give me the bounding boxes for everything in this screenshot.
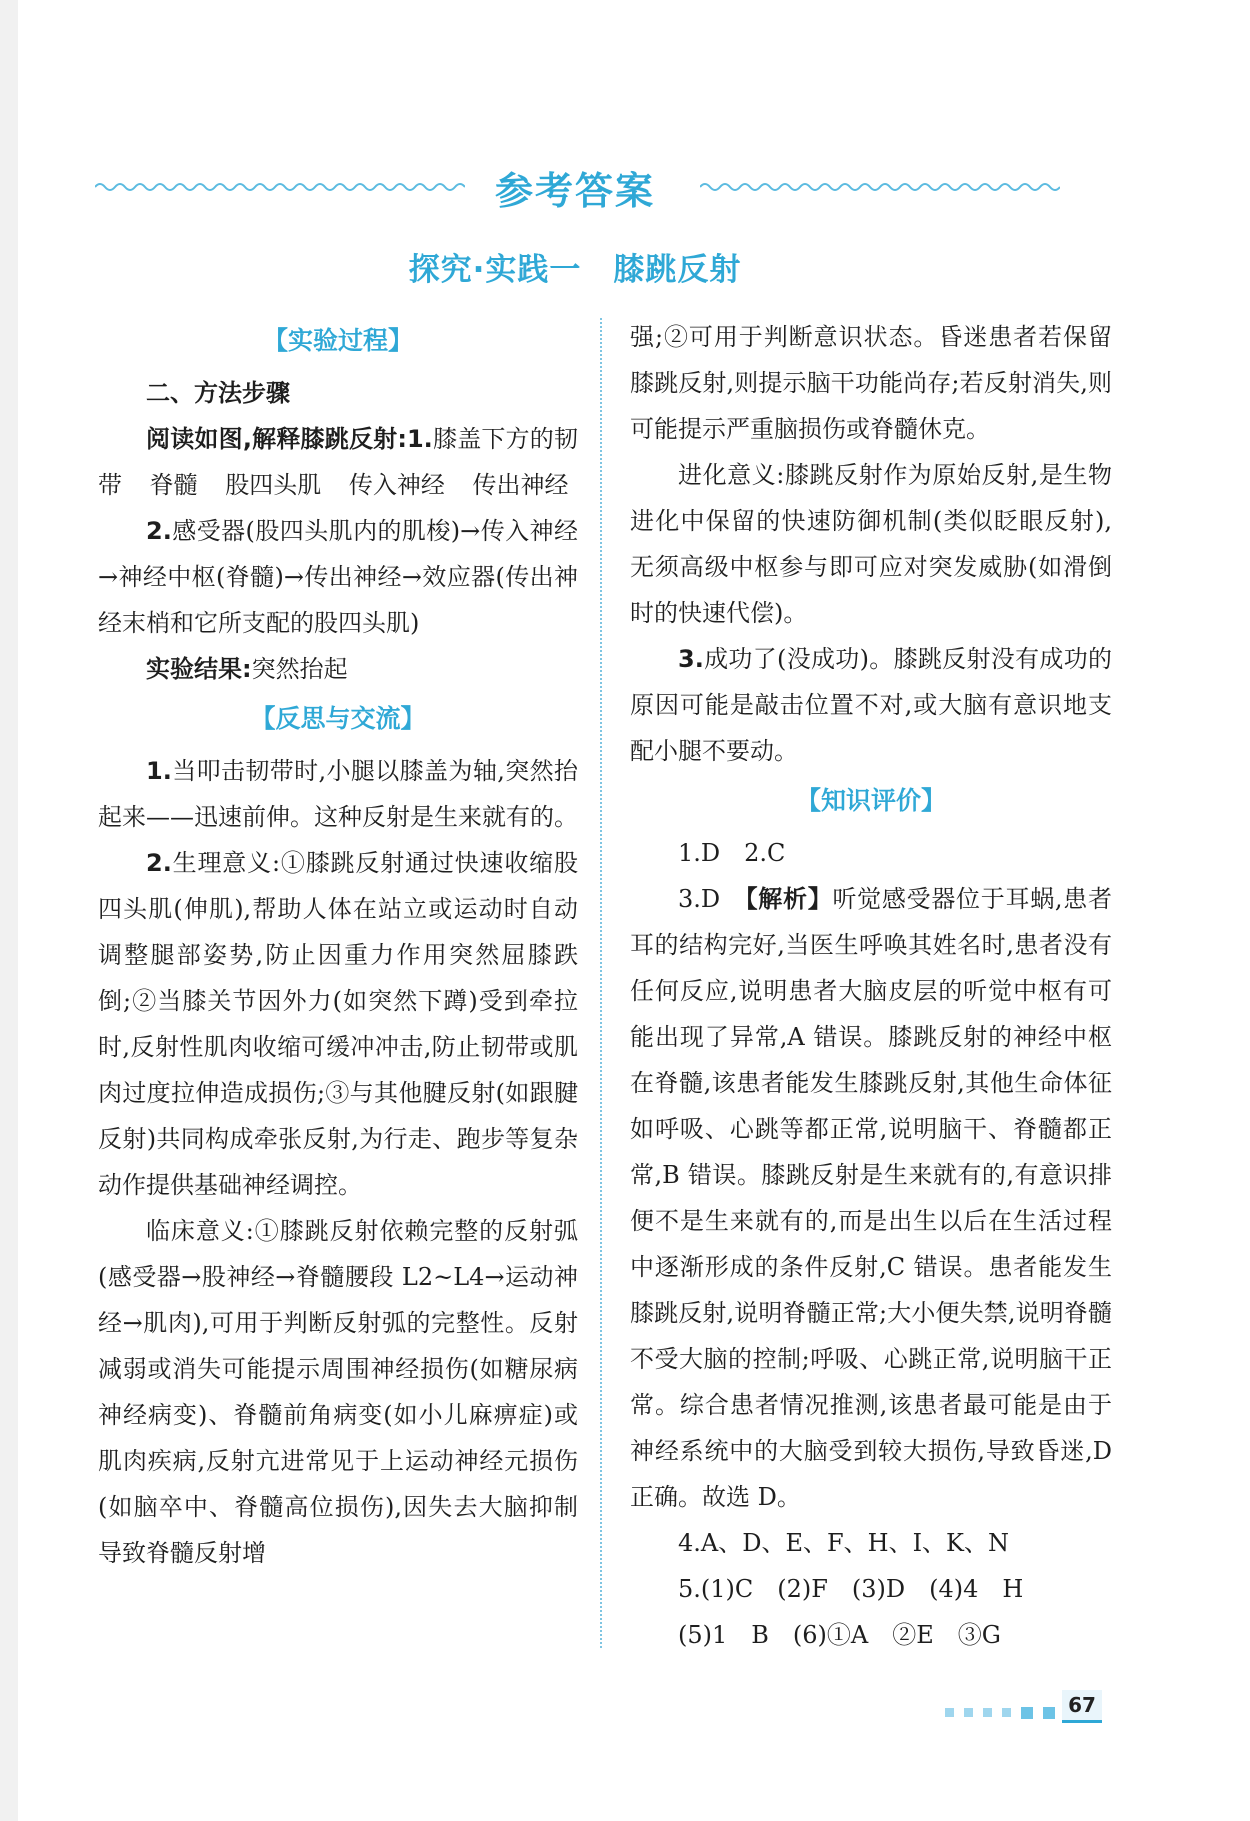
answer-p2-num: 2. xyxy=(146,517,172,545)
answer-p1-text: 膝盖下方的韧带 脊髓 股四头肌 传入神经 传出神经 xyxy=(98,425,579,499)
step-heading: 二、方法步骤 xyxy=(146,379,290,407)
section-heading-reflection: 【反思与交流】 xyxy=(250,704,426,733)
answer-p2-text: 感受器(股四头肌内的肌梭)→传入神经→神经中枢(脊髓)→传出神经→效应器(传出神经末梢和它所支配的股四头肌) xyxy=(98,517,578,637)
answer-5-line2: (5)1 B (6)①A ②E ③G xyxy=(678,1621,1001,1649)
answer-3 xyxy=(630,876,1112,1520)
column-divider xyxy=(600,318,602,1648)
page-number: 67 xyxy=(1062,1690,1102,1723)
reflection-3 xyxy=(630,636,1112,774)
experiment-result xyxy=(98,646,578,692)
reflection-1-num: 1. xyxy=(146,757,172,785)
reflection-2 xyxy=(98,840,578,1208)
answer-5-line1: 5.(1)C (2)F (3)D (4)4 H xyxy=(678,1575,1024,1603)
section-subtitle: 探究·实践一 膝跳反射 xyxy=(408,252,742,288)
page-title: 参考答案 xyxy=(494,169,655,213)
answer-3-head: 3.D xyxy=(678,885,746,913)
result-text: 突然抬起 xyxy=(251,655,348,683)
answer-p1-label: 阅读如图,解释膝跳反射:1. xyxy=(146,425,433,453)
reflection-2-num: 2. xyxy=(146,849,172,877)
footer-dots-decoration xyxy=(945,1702,1065,1721)
analysis-label: 【解析】 xyxy=(745,885,833,913)
wave-decoration-right xyxy=(700,180,1060,194)
left-column xyxy=(98,314,578,1576)
reflection-3-num: 3. xyxy=(678,645,704,673)
clinical-significance: 临床意义:①膝跳反射依赖完整的反射弧(感受器→股神经→脊髓腰段 L2~L4→运动神经→肌肉),可用于判断反射弧的完整性。反射减弱或消失可能提示周围神经损伤(如糖尿病神经病变)、脊髓前角病变(如小儿麻痹症)或肌肉疾病,反射亢进常见于上运动神经元损伤(如脑卒中、脊髓高位损伤),因失去大脑抑制导致脊髓反射增 xyxy=(98,1217,578,1567)
answer-p2 xyxy=(98,508,578,646)
answer-3-text: 听觉感受器位于耳蜗,患者耳的结构完好,当医生呼唤其姓名时,患者没有任何反应,说明患者大脑皮层的听觉中枢有可能出现了异常,A 错误。膝跳反射的神经中枢在脊髓,该患者能发生膝跳反射,其他生命体征如呼吸、心跳等都正常,说明脑干、脊髓都正常,B 错误。膝跳反射是生来就有的,有意识排便不是生来就有的,而是出生以后在生活过程中逐渐形成的条件反射,C 错误。患者能发生膝跳反射,说明脊髓正常;大小便失禁,说明脊髓不受大脑的控制;呼吸、心跳正常,说明脑干正常。综合患者情况推测,该患者最可能是由于神经系统中的大脑受到较大损伤,导致昏迷,D 正确。故选 D。 xyxy=(630,885,1112,1511)
section-heading-experiment: 【实验过程】 xyxy=(262,326,413,355)
section-heading-evaluation: 【知识评价】 xyxy=(795,786,946,815)
clinical-continued: 强;②可用于判断意识状态。昏迷患者若保留膝跳反射,则提示脑干功能尚存;若反射消失,则可能提示严重脑损伤或脊髓休克。 xyxy=(630,323,1112,443)
answer-1-2: 1.D 2.C xyxy=(678,839,786,867)
result-label: 实验结果: xyxy=(146,655,252,683)
reflection-2-text: 生理意义:①膝跳反射通过快速收缩股四头肌(伸肌),帮助人体在站立或运动时自动调整腿部姿势,防止因重力作用突然屈膝跌倒;②当膝关节因外力(如突然下蹲)受到牵拉时,反射性肌肉收缩可缓冲冲击,防止韧带或肌肉过度拉伸造成损伤;③与其他腱反射(如跟腱反射)共同构成牵张反射,为行走、跑步等复杂动作提供基础神经调控。 xyxy=(98,849,578,1199)
evolution-significance: 进化意义:膝跳反射作为原始反射,是生物进化中保留的快速防御机制(类似眨眼反射),无须高级中枢参与即可应对突发威胁(如滑倒时的快速代偿)。 xyxy=(630,461,1112,627)
reflection-3-text: 成功了(没成功)。膝跳反射没有成功的原因可能是敲击位置不对,或大脑有意识地支配小腿不要动。 xyxy=(630,645,1112,765)
reflection-1-text: 当叩击韧带时,小腿以膝盖为轴,突然抬起来——迅速前伸。这种反射是生来就有的。 xyxy=(98,757,578,831)
answer-4: 4.A、D、E、F、H、I、K、N xyxy=(678,1529,1009,1557)
answer-p1 xyxy=(98,416,578,508)
right-column xyxy=(630,314,1112,1658)
reflection-1 xyxy=(98,748,578,840)
